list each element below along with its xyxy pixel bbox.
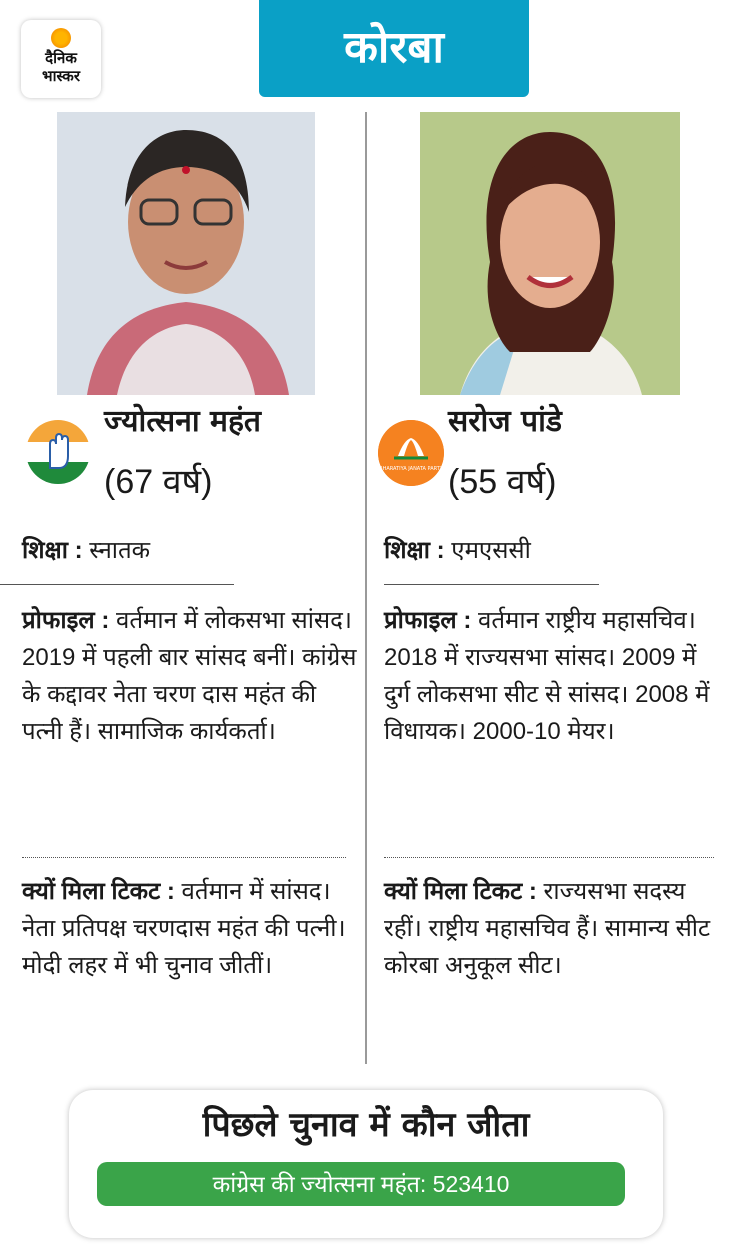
previous-election-title: पिछले चुनाव में कौन जीता xyxy=(202,1105,530,1145)
separator xyxy=(384,857,714,858)
education-left xyxy=(22,532,357,569)
candidate-age-left: (67 वर्ष) xyxy=(104,463,213,501)
ticket-text: राज्यसभा सदस्य रहीं। राष्ट्रीय महासचिव हैं। सामान्य सीट कोरबा अनुकूल सीट। xyxy=(384,878,711,979)
profile-text: वर्तमान में लोकसभा सांसद। 2019 में पहली बार सांसद बनीं। कांग्रेस के कद्दावर नेता चरण दास महंत की पत्नी हैं। सामाजिक कार्यकर्ता। xyxy=(22,607,357,745)
education-label: शिक्षा : xyxy=(22,537,83,564)
candidate-photo-left xyxy=(57,112,315,395)
previous-election-result: कांग्रेस की ज्योत्सना महंत: 523410 xyxy=(97,1162,625,1206)
inc-hand-icon xyxy=(26,420,90,484)
separator xyxy=(0,584,234,585)
education-value: स्नातक xyxy=(82,537,151,564)
education-value: एमएससी xyxy=(444,537,531,564)
brand-line-2: भास्कर xyxy=(42,67,80,85)
candidate-name-left: ज्योत्सना महंत xyxy=(104,404,262,439)
candidate-age-right: (55 वर्ष) xyxy=(448,463,557,501)
ticket-reason-left xyxy=(22,873,357,984)
column-divider xyxy=(365,112,367,1064)
profile-label: प्रोफाइल : xyxy=(22,607,116,634)
profile-right xyxy=(384,602,719,750)
svg-text:BHARATIYA JANATA PARTY: BHARATIYA JANATA PARTY xyxy=(379,466,443,472)
education-label: शिक्षा : xyxy=(384,537,445,564)
ticket-text: वर्तमान में सांसद। नेता प्रतिपक्ष चरणदास महंत की पत्नी। मोदी लहर में भी चुनाव जीतीं। xyxy=(22,878,346,979)
dainik-bhaskar-logo xyxy=(21,20,101,98)
separator xyxy=(384,584,599,585)
brand-line-1: दैनिक xyxy=(45,49,77,67)
profile-text: वर्तमान राष्ट्रीय महासचिव। 2018 में राज्यसभा सांसद। 2009 में दुर्ग लोकसभा सीट से सांसद। 2008 में विधायक। 2000-10 मेयर। xyxy=(384,607,710,745)
separator xyxy=(22,857,346,858)
ticket-reason-right xyxy=(384,873,719,984)
candidate-name-right: सरोज पांडे xyxy=(448,404,562,439)
education-right xyxy=(384,532,719,569)
profile-label: प्रोफाइल : xyxy=(384,607,472,634)
bjp-lotus-icon xyxy=(378,420,444,486)
candidate-photo-right xyxy=(420,112,680,395)
sun-icon xyxy=(51,28,71,48)
profile-left xyxy=(22,602,357,750)
ticket-label: क्यों मिला टिकट : xyxy=(22,878,175,905)
previous-election-box xyxy=(69,1090,663,1238)
constituency-title: कोरबा xyxy=(259,0,529,97)
ticket-label: क्यों मिला टिकट : xyxy=(384,878,537,905)
